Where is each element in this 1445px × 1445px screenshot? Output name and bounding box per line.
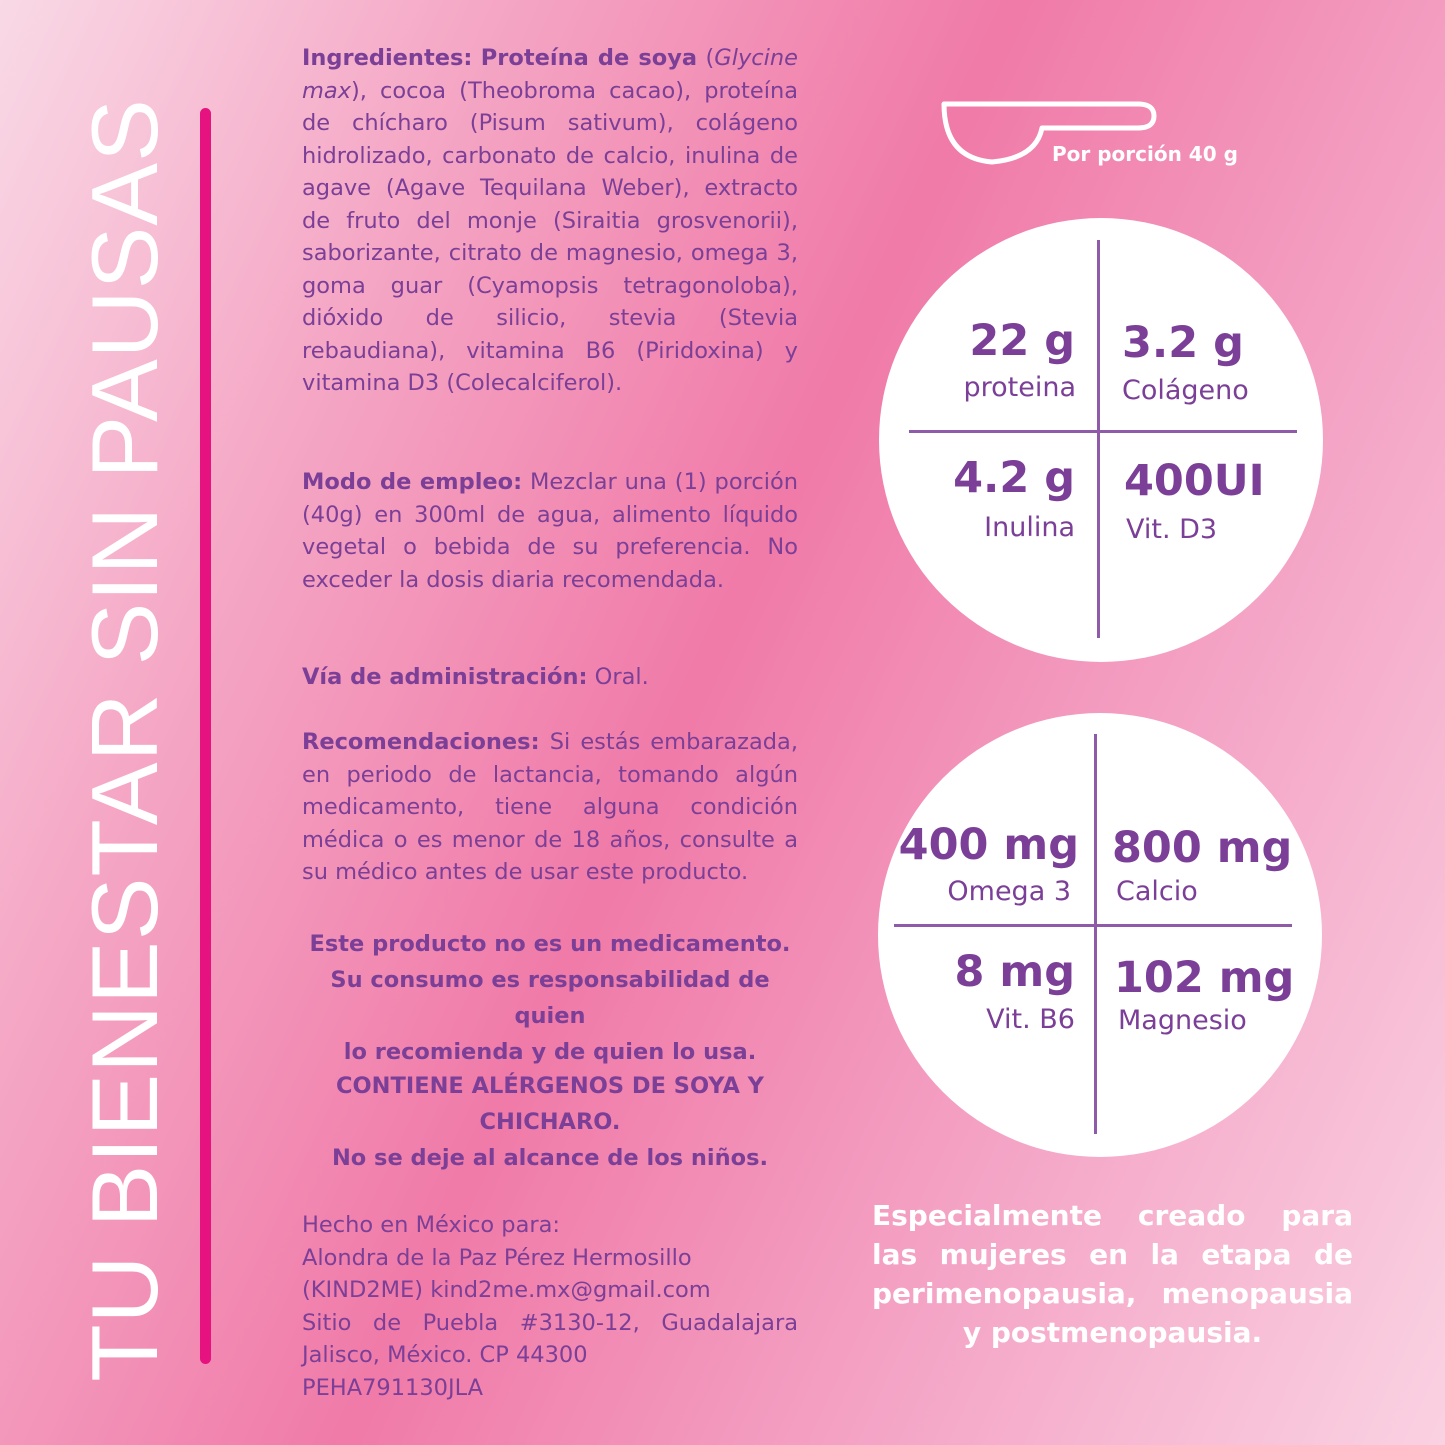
tagline-line: perimenopausia, menopausia <box>872 1277 1353 1310</box>
usage-text: Mezclar una (1) porción (40g) en 300ml de agua, alimento líquido vegetal o bebida de su preferencia. No exceder la dosis diaria recomendada. <box>302 469 798 593</box>
vertical-title: TU BIENESTAR SIN PAUSAS <box>72 98 177 1382</box>
nutrient-label: Vit. B6 <box>986 1004 1075 1035</box>
route-paragraph <box>302 661 798 694</box>
usage-paragraph <box>302 466 798 596</box>
ingredients-label: Ingredientes: <box>302 45 473 71</box>
nutrient-label: Calcio <box>1116 876 1198 907</box>
recommendations-paragraph <box>302 726 798 889</box>
maker-line: Jalisco, México. CP 44300 <box>302 1342 588 1368</box>
route-label: Vía de administración: <box>302 664 588 690</box>
maker-line: Sitio de Puebla #3130-12, Guadalajara <box>302 1309 798 1336</box>
tagline-line: las mujeres en la etapa de <box>872 1238 1353 1271</box>
nutrient-value: 22 g <box>969 316 1075 366</box>
nutrient-label: Magnesio <box>1118 1005 1247 1036</box>
circle-divider <box>1097 240 1100 638</box>
nutrient-label: Colágeno <box>1122 375 1249 406</box>
nutrient-label: Omega 3 <box>947 876 1071 907</box>
nutrient-value: 400 mg <box>898 820 1079 870</box>
route-text: Oral. <box>594 664 649 690</box>
recommendations-label: Recomendaciones: <box>302 729 540 755</box>
maker-line: PEHA791130JLA <box>302 1374 484 1401</box>
nutrient-circle-bottom <box>878 713 1322 1157</box>
allergens-warning <box>302 1068 798 1176</box>
disclaimer-line: Este producto no es un medicamento. <box>309 931 791 957</box>
maker-line: Hecho en México para: <box>302 1212 560 1238</box>
circle-divider <box>909 430 1297 433</box>
circle-divider <box>894 924 1292 927</box>
ingredients-italic: Glycine max <box>302 45 799 104</box>
nutrient-value: 8 mg <box>954 947 1075 997</box>
allergens-line: No se deje al alcance de los niños. <box>331 1145 769 1171</box>
nutrient-value: 400UI <box>1124 456 1265 506</box>
tagline-line: Especialmente creado para <box>872 1199 1353 1232</box>
portion-label: Por porción 40 g <box>1052 142 1238 166</box>
ingredients-paragraph: Ingredientes: Proteína de soya (Glycine max), cocoa (Theobroma cacao), proteína de chícharo (Pisum sativum), colágeno hidrolizado, carbonato de calcio, inulina de agave (Agave Tequilana Weber), extracto de fruto del monje (Siraitia grosvenorii), saborizante, citrato de magnesio, omega 3, goma guar (Cyamopsis tetragonoloba), dióxido de silicio, stevia (Stevia rebaudiana), vitamina B6 (Piridoxina) y vitamina D3 (Colecalciferol). <box>302 45 799 396</box>
disclaimer-line: lo recomienda y de quien lo usa. <box>343 1039 757 1065</box>
tagline-line: y postmenopausia. <box>962 1316 1263 1349</box>
nutrient-circle-top <box>879 218 1323 662</box>
nutrient-value: 4.2 g <box>953 453 1075 503</box>
accent-bar <box>200 108 211 1364</box>
circle-divider <box>1094 734 1097 1134</box>
disclaimer-line: Su consumo es responsabilidad de quien <box>330 967 770 1029</box>
target-audience-tagline <box>872 1196 1353 1352</box>
maker-info <box>302 1209 798 1404</box>
ingredients-first: Proteína de soya <box>480 45 698 71</box>
usage-label: Modo de empleo: <box>302 469 523 495</box>
nutrient-label: Inulina <box>984 512 1075 543</box>
disclaimer <box>302 926 798 1070</box>
recommendations-text: Si estás embarazada, en periodo de lactancia, tomando algún medicamento, tiene alguna condición médica o es menor de 18 años, consulte a su médico antes de usar este producto. <box>302 729 798 885</box>
allergens-line: CHICHARO. <box>479 1109 621 1135</box>
nutrient-value: 800 mg <box>1112 823 1293 873</box>
nutrient-value: 102 mg <box>1114 953 1295 1003</box>
allergens-line: CONTIENE ALÉRGENOS DE SOYA Y <box>336 1073 764 1099</box>
nutrient-label: proteina <box>963 372 1076 403</box>
ingredients-text: ), cocoa (Theobroma cacao), proteína de chícharo (Pisum sativum), colágeno hidrolizado, carbonato de calcio, inulina de agave (Agave Tequilana Weber), extracto de fruto del monje (Siraitia grosvenorii), saborizante, citrato de magnesio, omega 3, goma guar (Cyamopsis tetragonoloba), dióxido de silicio, stevia (Stevia rebaudiana), vitamina B6 (Piridoxina) y vitamina D3 (Colecalciferol). <box>302 77 798 396</box>
nutrient-label: Vit. D3 <box>1126 514 1218 545</box>
maker-line: (KIND2ME) kind2me.mx@gmail.com <box>302 1277 711 1303</box>
nutrient-value: 3.2 g <box>1122 318 1244 368</box>
maker-line: Alondra de la Paz Pérez Hermosillo <box>302 1244 692 1271</box>
